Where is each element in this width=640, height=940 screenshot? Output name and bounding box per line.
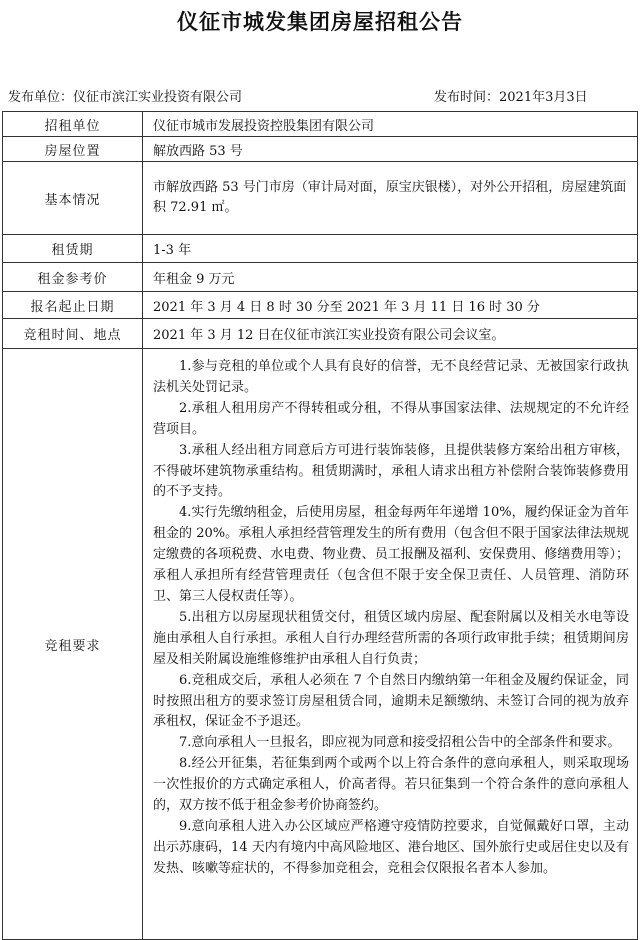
table-row	[3, 263, 638, 292]
row-label: 房屋位置	[3, 137, 143, 162]
row-label: 租金参考价	[3, 263, 143, 292]
row-value: 2021 年 3 月 4 日 8 时 30 分至 2021 年 3 月 11 日 16 时 30 分	[143, 292, 638, 319]
row-label: 报名起止日期	[3, 292, 143, 319]
requirements-label: 竞租要求	[3, 349, 143, 940]
table-row	[3, 137, 638, 162]
row-label: 租赁期	[3, 235, 143, 263]
row-value: 年租金 9 万元	[143, 263, 638, 292]
requirement-item: 9.意向承租人进入办公区域应严格遵守疫情防控要求，自觉佩戴好口罩，主动出示苏康码，14 天内有境内中高风险地区、港台地区、国外旅行史或居住史以及有发热、咳嗽等症状的，不得参加竞租会，竞租会仅限报名者本人参加。	[153, 818, 629, 876]
row-label: 招租单位	[3, 112, 143, 137]
requirement-item: 7.意向承租人一旦报名，即应视为同意和接受招租公告中的全部条件和要求。	[179, 735, 621, 751]
requirement-item: 2.承租人租用房产不得转租或分租，不得从事国家法律、法规规定的不允许经营项目。	[153, 400, 629, 437]
row-value: 解放西路 53 号	[143, 137, 638, 162]
table-row	[3, 162, 638, 235]
table-row	[3, 292, 638, 319]
requirements-list	[143, 349, 638, 940]
requirement-item: 3.承租人经出租方同意后方可进行装饰装修，且提供装修方案给出租方审核，不得破坏建筑物承重结构。租赁期满时，承租人请求出租方补偿附合装饰装修费用的不予支持。	[153, 442, 629, 500]
requirement-item: 6.竞租成交后，承租人必须在 7 个自然日内缴纳第一年租金及履约保证金，同时按照出租方的要求签订房屋租赁合同，逾期未足额缴纳、未签订合同的视为放弃承租权，保证金不予退还。	[153, 672, 629, 730]
row-label: 基本情况	[3, 162, 143, 235]
row-value: 2021 年 3 月 12 日在仪征市滨江实业投资有限公司会议室。	[143, 319, 638, 349]
row-value: 仪征市城市发展投资控股集团有限公司	[143, 112, 638, 137]
table-row	[3, 235, 638, 263]
info-table	[2, 111, 638, 940]
requirements-row	[3, 349, 638, 940]
publish-time-text: 发布时间：2021年3月3日	[434, 90, 588, 105]
table-row	[3, 319, 638, 349]
row-label: 竞租时间、地点	[3, 319, 143, 349]
requirement-item: 8.经公开征集，若征集到两个或两个以上符合条件的意向承租人，则采取现场一次性报价的方式确定承租人，价高者得。若只征集到一个符合条件的意向承租人的，双方按不低于租金参考价协商签约。	[153, 756, 629, 814]
table-row	[3, 112, 638, 137]
publisher-text: 发布单位：仪征市滨江实业投资有限公司	[8, 90, 243, 105]
requirement-item: 1.参与竞租的单位或个人具有良好的信誉，无不良经营记录、无被国家行政执法机关处罚记录。	[153, 359, 629, 395]
page-title: 仪征市城发集团房屋招租公告	[177, 9, 463, 34]
row-value: 1-3 年	[143, 235, 638, 263]
requirement-item: 4.实行先缴纳租金，后使用房屋，租金每两年年递增 10%，履约保证金为首年租金的 20%。承租人承担经营管理发生的所有费用（包含但不限于国家法律法规规定缴费的各项税费、水电费、物业费、员工报酬及福利、安保费用、修缮费用等）；承租人承担所有经营管理责任（包含但不限于安全保卫责任、人员管理、消防环卫、第三人侵权责任等）。	[153, 505, 629, 604]
requirement-item: 5.出租方以房屋现状租赁交付，租赁区域内房屋、配套附属以及相关水电等设施由承租人自行承担。承租人自行办理经营所需的各项行政审批手续；租赁期间房屋及相关附属设施维修维护由承租人自行负责；	[153, 609, 629, 667]
row-value: 市解放西路 53 号门市房（审计局对面，原宝庆银楼），对外公开招租，房屋建筑面积 72.91 ㎡。	[143, 162, 638, 235]
